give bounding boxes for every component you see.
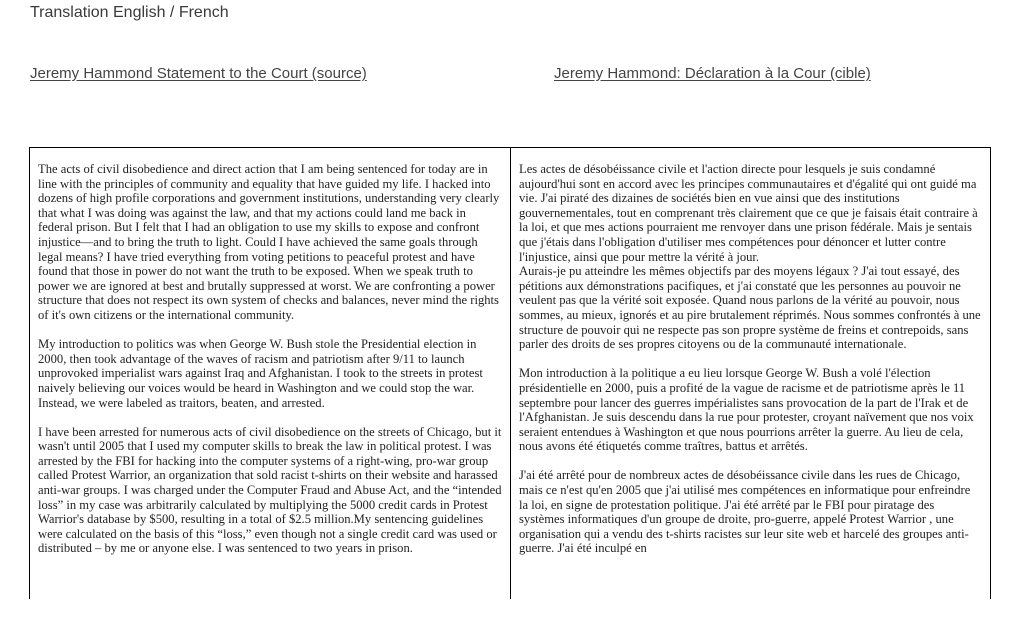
page-title: Translation English / French (30, 4, 229, 21)
target-column[interactable] (511, 148, 990, 599)
source-heading: Jeremy Hammond Statement to the Court (source) (30, 65, 367, 82)
translation-table (29, 147, 991, 599)
source-paragraph-3: I have been arrested for numerous acts of civil disobedience on the streets of Chicago, but it wasn't until 2005 that I used my computer skills to break the law in political protest. I was arrested by the FBI for hacking into the computer systems of a right-wing, pro-war group called Protest Warrior, an organization that sold racist t-shirts on their website and harassed anti-war groups. I was charged under the Computer Fraud and Abuse Act, and the “intended loss” in my case was arbitrarily calculated by multiplying the 5000 credit cards in Protest Warrior's database by $500, resulting in a total of $2.5 million.My sentencing guidelines were calculated on the basis of this “loss,” even though not a single credit card was used or distributed – by me or anyone else. I was sentenced to two years in prison. (38, 424, 502, 556)
source-paragraph-2: My introduction to politics was when George W. Bush stole the Presidential election in 2000, then took advantage of the waves of racism and patriotism after 9/11 to launch unprovoked imperialist wars against Iraq and Afghanistan. I took to the streets in protest naively believing our voices would be heard in Washington and we could stop the war. Instead, we were labeled as traitors, beaten, and arrested. (38, 337, 483, 410)
target-paragraph-1: Les actes de désobéissance civile et l'action directe pour lesquels je suis condamné aujourd'hui sont en accord avec les principes communautaires et d'égalité qui ont guidé ma vie. J'ai piraté des dizaines de sociétés bien en vue ainsi que des institutions gouvernementales, tout en comprenant très clairement que ce que je faisais était contraire à la loi, et que mes actions pourraient me renvoyer dans une prison fédérale. Mais je sentais que j'étais dans l'obligation d'utiliser mes compétences pour dénoncer et lutter contre l'injustice, ainsi que pour mettre la vérité à jour. (519, 162, 978, 264)
target-heading: Jeremy Hammond: Déclaration à la Cour (cible) (554, 65, 871, 82)
target-paragraph-3: Mon introduction à la politique a eu lieu lorsque George W. Bush a volé l'élection présidentielle en 2000, puis a profité de la vague de racisme et de patriotisme après le 11 septembre pour lancer des guerres impérialistes sans provocation de la part de l'Irak et de l'Afghanistan. Je suis descendu dans la rue pour protester, croyant naïvement que nos voix seraient entendues à Washington et que nous pourrions arrêter la guerre. Au lieu de cela, nous avons été étiquetés comme traîtres, battus et arrêtés. (519, 366, 974, 454)
source-paragraph-1: The acts of civil disobedience and direct action that I am being sentenced for today are in line with the principles of community and equality that have guided my life. I hacked into dozens of high profile corporations and government institutions, understanding very clearly that what I was doing was against the law, and that my actions could land me back in federal prison. But I felt that I had an obligation to use my skills to expose and confront injustice—and to bring the truth to light. Could I have achieved the same goals through legal means? I have tried everything from voting petitions to peaceful protest and have found that those in power do not want the truth to be exposed. When we speak truth to power we are ignored at best and brutally suppressed at worst. We are confronting a power structure that does not respect its own system of checks and balances, never mind the rights of it's own citizens or the international community. (38, 162, 500, 322)
source-column[interactable] (30, 148, 511, 599)
target-paragraph-4: J'ai été arrêté pour de nombreux actes de désobéissance civile dans les rues de Chicago, mais ce n'est qu'en 2005 que j'ai utilisé mes compétences en informatique pour enfreindre la loi, en signe de protestation politique. J'ai été arrêté par le FBI pour piratage des systèmes informatiques d'un groupe de droite, pro-guerre, appelé Protest Warrior , une organisation qui a vendu des t-shirts racistes sur leur site web et harcelé des groupes anti- guerre. J'ai été inculpé en (519, 468, 971, 556)
target-paragraph-2: Aurais-je pu atteindre les mêmes objectifs par des moyens légaux ? J'ai tout essayé, des pétitions aux démonstrations pacifiques, et j'ai constaté que les personnes au pouvoir ne veulent pas que la vérité soit exposée. Quand nous parlons de la vérité au pouvoir, nous sommes, au mieux, ignorés et au pire brutalement réprimés. Nous sommes confrontés à une structure de pouvoir qui ne respecte pas son propre système de freins et contrepoids, sans parler des droits de ses propres citoyens ou de la communauté internationale. (519, 264, 981, 352)
